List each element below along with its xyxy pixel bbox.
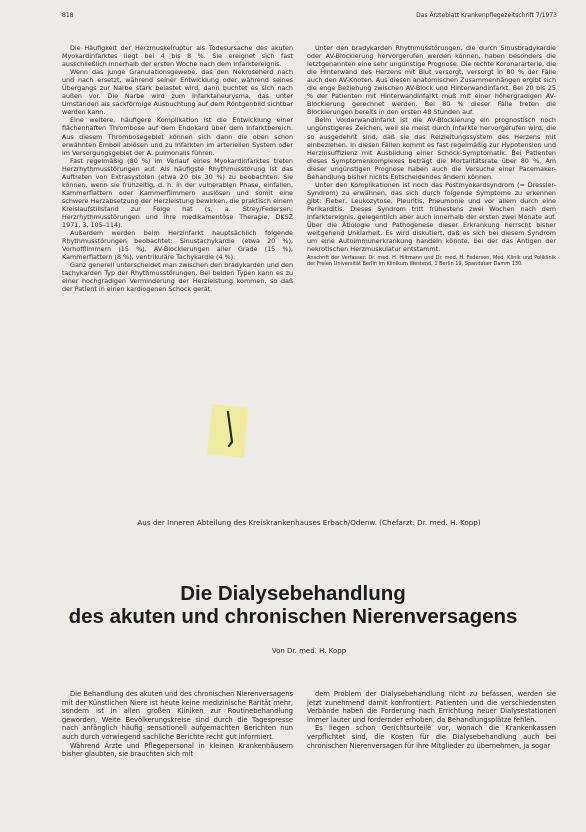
paragraph: Ganz generell unterscheidet man zwischen den bradykarden und den tachykarden Typ der Rhythmusstörungen. Bei beiden Typen kann es zu einer hochgradigen Verminderung der Herzleistung kommen, so daß der Patient in einen kardiogenen Schock gerät. <box>62 261 293 294</box>
author-address-footnote: Anschrift der Verfasser: Dr. med. H. Hiltmann und Dr. med. H. Federsen, Med. Klinik und Poliklinik der Freien Universität Berlin im Klinikum Westend, 1 Berlin 19, Spandauer Damm 130. <box>307 255 556 268</box>
paragraph: Während Ärzte und Pflegepersonal in kleinen Krankenhäusern bisher glaubten, sie brauchten sich mit <box>62 741 293 759</box>
paragraph: Die Behandlung des akuten und des chronischen Nierenversagens mit der Künstlichen Niere ist heute keine medizinische Rarität mehr, sondern ist in allen großen Kliniken zur Routinebehandlung geworden. Weite Bevölkerungskreise sind durch die Tagespresse nach anfänglich häufig sensationell aufgemachten Berichten nun auch durch vorwiegend sachliche Berichte recht gut informiert. <box>62 690 293 741</box>
upper-left-column <box>62 44 293 293</box>
sticky-note-with-pen-mark <box>198 398 253 460</box>
lower-right-column <box>307 690 556 750</box>
upper-right-column <box>307 44 556 268</box>
paragraph: Wenn das junge Granulationsgewebe, das den Nekroseherd nach und nach ersetzt, während seiner Entwicklung oder während seines Übergangs zur Narbe stark belastet wird, dann buchtet es sich nach außen vor. Die Narbe wird zum Infarktaneurysma, das unter Umständen als sackförmige Ausbuchtung auf dem Röntgenbild sichtbar werden kann. <box>62 68 293 117</box>
title-line-1: Die Dialysebehandlung <box>180 582 406 605</box>
paragraph: dem Problem der Dialysebehandlung nicht zu befassen, werden sie jetzt zunehmend damit konfrontiert. Patienten und die verschiedensten Verbände haben die Forderung nach Errichtung neuer Dialysestationen immer lauter und fordernder erhoben, da Behandlungsplätze fehlen. <box>307 690 556 724</box>
lower-left-column <box>62 690 293 759</box>
paragraph: Außerdem werden beim Herzinfarkt hauptsächlich folgende Rhythmusstörungen beobachtet: Sinustachykardie (etwa 20 %), Vorhofflimmern (15 %), AV-Blockierungen aller Grade (15 %), Kammerflattern (8 %), ventrikuläre Tachykardie (4 %). <box>62 229 293 262</box>
paragraph: Fast regelmäßig (80 %) im Verlauf eines Myokardinfarktes treten Herzrhythmusstörungen auf. Als häufigste Rhythmusstörung ist das Auftreten von Extrasystolen (etwa 20 bis 30 %) zu beobachten. Sie können, wenn sie frühzeitig, d. h. in der vulnerablen Phase, einfallen, Kammerflattern oder Kammerflimmern auslösen und somit eine schwere Herzabsetzung der Herzleistung bewirken, die praktisch einem Kreislaufstillstand zur Folge hat (s. a. Strey/Federsen: Herzrhythmusstörungen und ihre medikamentöse Therapie, DKSZ 1971, 3, 105–114). <box>62 156 293 230</box>
paragraph: Unter den bradykarden Rhythmusstörungen, die durch Sinusbradykardie oder AV-Blockierung hervorgerufen werden können, haben besonders die letztgenannten eine sehr ungünstige Prognose. Die rechte Koronararterie, die die Hinterwand des Herzens mit Blut versorgt, versorgt in 80 % der Fälle auch den AV-Knoten. Aus diesen anatomischen Zusammenhängen ergibt sich die enge Beziehung zwischen AV-Block und Hinterwandinfarkt. Bei 20 bis 25 % der Patienten mit Hinterwandinfarkt muß mit einer höhergradigen AV-Blockierung gerechnet werden. Bei 80 % dieser Fälle treten die Blockierungen bereits in den ersten 48 Stunden auf. <box>307 44 556 117</box>
paragraph: Eine weitere, häufigere Komplikation ist die Entwicklung einer flächenhaften Thrombose auf dem Endokard über dem Infarktbereich. Aus diesem Thrombosegebiet können sich dann die oben schon erwähnten Emboli ablösen und zu Infarkten im arteriellen System oder im Versorgungsgebiet der A. pulmonalis führen. <box>62 116 293 157</box>
paragraph: Beim Vorderwandinfarkt ist die AV-Blockierung ein prognostisch noch ungünstigeres Zeichen, weil sie meist durch Infarkte hervorgerufen wird, die so ausgedehnt sind, daß sie das Reizleitungssystem des Herzens mit einbeziehen. In diesen Fällen kommt es fast regelmäßig zur Hypotension und Herzinsuffizienz mit Ausbildung einer Schock-Symptomatik. Bei Patienten dieses Symptomenkomplexes beträgt die Mortalitätsrate über 80 %. Am dieser ungünstigen Prognose haben auch die Versuche einer Pacemaker-Behandlung bisher nichts Entscheidendes ändern können. <box>307 116 556 181</box>
title-line-2: des akuten und chronischen Nierenversagens <box>68 605 518 628</box>
affiliation-line: Aus der Inneren Abteilung des Kreiskrankenhauses Erbach/Odenw. (Chefarzt: Dr. med. H. Kopp) <box>137 518 481 527</box>
page-number: 818 <box>62 12 74 19</box>
running-header: Das Ärzteblatt Krankenpflegezeitschrift 7/1973 <box>416 12 557 19</box>
paragraph: Unter den Komplikationen ist noch das Postmyokardsyndrom (= Dressler-Syndrom) zu erwähnen, das sich durch folgende Symptome zu erkennen gibt: Fieber, Leukozytose, Pleuritis, Pneumonie und vor allem durch eine Perikarditis. Dieses Syndrom tritt frühestens zwei Wochen nach dem Infarktereignis, gelegentlich aber auch innerhalb der ersten zwei Monate auf. Über die Ätiologie und Pathogenese dieser Erkrankung herrscht bisher weitgehend Unklarheit. Es wird diskutiert, daß es sich bei diesem Syndrom um eine Autoimmunerkrankung handeln könnte, bei der das Antigen der nekrotischen Herzmuskulatur entstammt. <box>307 180 556 254</box>
paragraph: Es liegen schon Gerichtsurteile vor, wonach die Krankenkassen verpflichtet sind, die Kosten für die Dialysebehandlung auch bei chronischen Nierenversagen für ihre Mitglieder zu übernehmen, ja sogar <box>307 724 556 750</box>
article-author: Von Dr. med. H. Kopp <box>271 647 347 655</box>
paragraph: Die Häufigkeit der Herzmuskelruptur als Todesursache des akuten Myokardinfarktes liegt bei 4 bis 8 %. Sie ereignet sich fast ausschließlich innerhalb der ersten Woche nach dem Infarktereignis. <box>62 44 293 69</box>
article-title <box>40 582 546 628</box>
